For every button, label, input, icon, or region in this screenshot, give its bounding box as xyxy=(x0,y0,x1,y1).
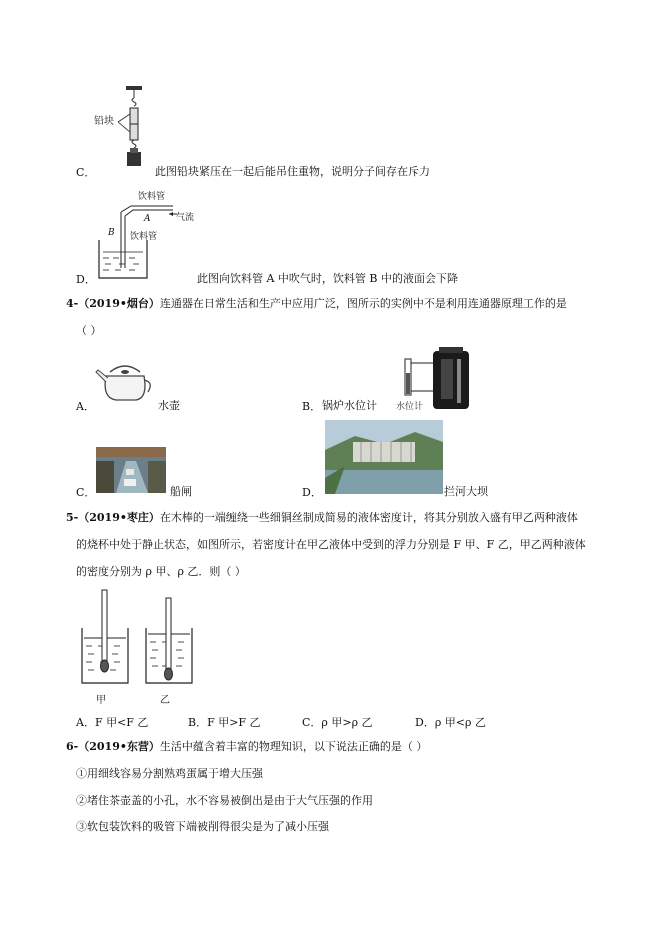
option-d-text: 此图向饮料管 A 中吹气时，饮料管 B 中的液面会下降 xyxy=(197,272,459,285)
air-flow-label: 气流 xyxy=(176,213,195,223)
q5-stem-line1 xyxy=(66,511,578,525)
q4-option-c-label: 船闸 xyxy=(170,485,192,498)
q5-option-a: A．F 甲<F 乙 xyxy=(76,716,149,729)
beaker-jia-label: 甲 xyxy=(96,695,106,706)
q5-stem-line2: 的烧杯中处于静止状态，如图所示，若密度计在甲乙液体中受到的浮力分别是 F 甲、F 乙，甲乙两种液体 xyxy=(76,538,586,551)
q6-item-3: ③软包装饮料的吸管下端被削得很尖是为了减小压强 xyxy=(76,820,329,833)
q4-option-b-letter: B． xyxy=(302,400,322,413)
q4-option-a-letter: A． xyxy=(76,400,95,413)
q4-option-d-label: 拦河大坝 xyxy=(444,485,488,498)
q5-source: （2019•枣庄） xyxy=(78,511,160,524)
option-d-letter: D． xyxy=(76,273,96,286)
hydrometer-figure xyxy=(76,588,206,693)
lead-block-label: 铅块 xyxy=(94,116,114,127)
q5-stem-line3: 的密度分别为 ρ 甲、ρ 乙．则（ ） xyxy=(76,565,246,578)
q4-number: 4- xyxy=(66,297,79,310)
q6-stem xyxy=(66,740,427,754)
q6-source: （2019•东营） xyxy=(78,740,160,753)
straw-a-label: A xyxy=(144,214,151,224)
q4-source: （2019•烟台） xyxy=(78,297,160,310)
q4-option-d-letter: D． xyxy=(302,486,322,499)
lead-blocks-figure xyxy=(90,84,160,174)
q5-option-d: D．ρ 甲<ρ 乙 xyxy=(415,716,486,729)
q4-paren: （ ） xyxy=(76,324,102,337)
q6-item-2: ②堵住茶壶盖的小孔，水不容易被倒出是由于大气压强的作用 xyxy=(76,794,373,807)
straw-b-label: B xyxy=(108,228,115,238)
q4-option-a-label: 水壶 xyxy=(158,399,180,412)
q5-option-c: C．ρ 甲>ρ 乙 xyxy=(302,716,373,729)
q5-text-1: 在木棒的一端缠绕一些细铜丝制成简易的液体密度计，将其分别放入盛有甲乙两种液体 xyxy=(159,511,578,524)
q4-option-b-label: 锅炉水位计 xyxy=(322,399,377,412)
kettle-image xyxy=(94,358,156,404)
ship-lock-image xyxy=(96,447,166,493)
water-gauge-label: 水位计 xyxy=(396,402,424,412)
q6-item-1: ①用细线容易分割熟鸡蛋属于增大压强 xyxy=(76,767,263,780)
straw-side-label: 饮料管 xyxy=(130,232,158,242)
q4-stem xyxy=(66,297,567,311)
q5-option-b: B．F 甲>F 乙 xyxy=(188,716,261,729)
q6-number: 6- xyxy=(66,740,79,753)
beaker-yi-label: 乙 xyxy=(160,695,170,706)
q5-number: 5- xyxy=(66,511,79,524)
q6-text: 生活中蕴含着丰富的物理知识，以下说法正确的是（ ） xyxy=(159,740,428,753)
option-c-text: 此图铅块紧压在一起后能吊住重物，说明分子间存在斥力 xyxy=(155,165,430,178)
q4-text: 连通器在日常生活和生产中应用广泛，图所示的实例中不是利用连通器原理工作的是 xyxy=(159,297,567,310)
straw-top-label: 饮料管 xyxy=(138,192,166,202)
dam-image xyxy=(325,420,443,494)
q4-option-c-letter: C． xyxy=(76,486,96,499)
option-c-letter: C． xyxy=(76,166,96,179)
